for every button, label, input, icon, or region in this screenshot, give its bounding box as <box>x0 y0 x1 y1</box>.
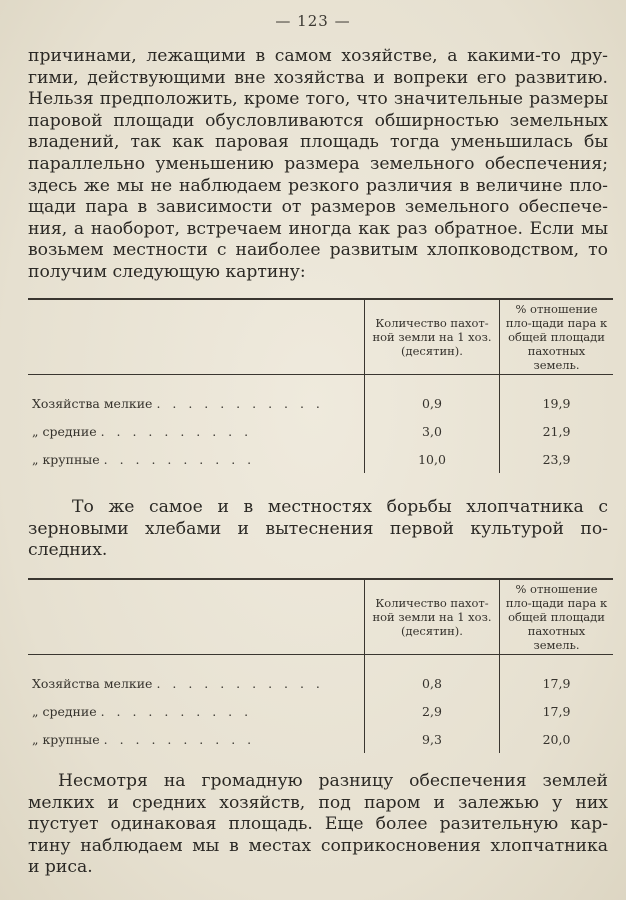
text-line: Несмотря на громадную разницу обеспечения землей <box>58 771 608 791</box>
text-line: паровой площади обусловливаются обширностью земельных <box>28 110 608 131</box>
fallow-value: 20,0 <box>542 731 571 747</box>
text-line: зерновыми хлебами и вытеснения первой культурой по- <box>28 518 608 539</box>
text-line: Нельзя предположить, кроме того, что значительные размеры <box>28 89 608 110</box>
text-line: гими, действующими вне хозяйства и вопреки его развитию. <box>28 67 608 88</box>
table-row <box>28 389 613 417</box>
row-label: Хозяйства мелкие . . . . . . . . . . . <box>28 389 365 417</box>
header-land-per-household: Количество пахот-ной земли на 1 хоз. (десятин). <box>365 579 500 655</box>
table-cotton-grain-regions <box>28 578 613 753</box>
text-line: мелких и средних хозяйств, под паром и залежью у них <box>28 792 608 813</box>
paragraph-1 <box>28 46 608 284</box>
text-line: здесь же мы не наблюдаем резкого различия в величине пло- <box>28 175 608 196</box>
table-row <box>28 445 613 473</box>
table-row <box>28 697 613 725</box>
paragraph-3 <box>28 771 608 879</box>
table-row <box>28 669 613 697</box>
fallow-value: 19,9 <box>542 395 571 411</box>
land-value: 0,9 <box>365 389 500 417</box>
land-value: 0,8 <box>365 669 500 697</box>
table-header-row <box>28 299 613 375</box>
text-line: То же самое и в местностях борьбы хлопчатника с <box>72 497 608 517</box>
land-value: 2,9 <box>365 697 500 725</box>
table-cotton-regions <box>28 298 613 473</box>
paragraph-2 <box>28 497 608 562</box>
land-value: 9,3 <box>365 725 500 753</box>
text-line: тину наблюдаем мы в местах соприкосновения хлопчатника <box>28 835 608 856</box>
land-value: 10,0 <box>365 445 500 473</box>
text-line: параллельно уменьшению размера земельного обеспечения; <box>28 153 608 174</box>
header-blank-cell <box>28 579 365 655</box>
page-number: — 123 — <box>275 12 351 30</box>
text-line: причинами, лежащими в самом хозяйстве, а какими-то дру- <box>28 46 608 66</box>
header-fallow-percent: % отношение пло-щади пара к общей площади пахотных земель. <box>505 582 608 652</box>
row-label: „ средние . . . . . . . . . . <box>28 697 365 725</box>
header-blank-cell <box>28 299 365 375</box>
text-line: следних. <box>28 540 108 561</box>
table-row <box>28 725 613 753</box>
text-line: щади пара в зависимости от размеров земельного обеспече- <box>28 197 608 218</box>
row-label: „ крупные . . . . . . . . . . <box>28 445 365 473</box>
text-line: получим следующую картину: <box>28 261 306 282</box>
text-line: и риса. <box>28 857 93 878</box>
header-land-per-household: Количество пахот-ной земли на 1 хоз. (десятин). <box>365 299 500 375</box>
header-fallow-percent: % отношение пло-щади пара к общей площади пахотных земель. <box>505 302 608 372</box>
row-label: Хозяйства мелкие . . . . . . . . . . . <box>28 669 365 697</box>
text-line: ния, а наоборот, встречаем иногда как раз обратное. Если мы <box>28 218 608 239</box>
table-row <box>28 417 613 445</box>
row-label: „ крупные . . . . . . . . . . <box>28 725 365 753</box>
row-label: „ средние . . . . . . . . . . <box>28 417 365 445</box>
fallow-value: 23,9 <box>542 451 571 467</box>
land-value: 3,0 <box>365 417 500 445</box>
text-line: пустует одинаковая площадь. Еще более разительную кар- <box>28 814 608 835</box>
fallow-value: 17,9 <box>542 703 571 719</box>
text-line: возьмем местности с наиболее развитым хлопководством, то <box>28 240 608 261</box>
text-line: владений, так как паровая площадь тогда уменьшилась бы <box>28 132 608 153</box>
fallow-value: 21,9 <box>542 423 571 439</box>
fallow-value: 17,9 <box>542 675 571 691</box>
table-header-row <box>28 579 613 655</box>
